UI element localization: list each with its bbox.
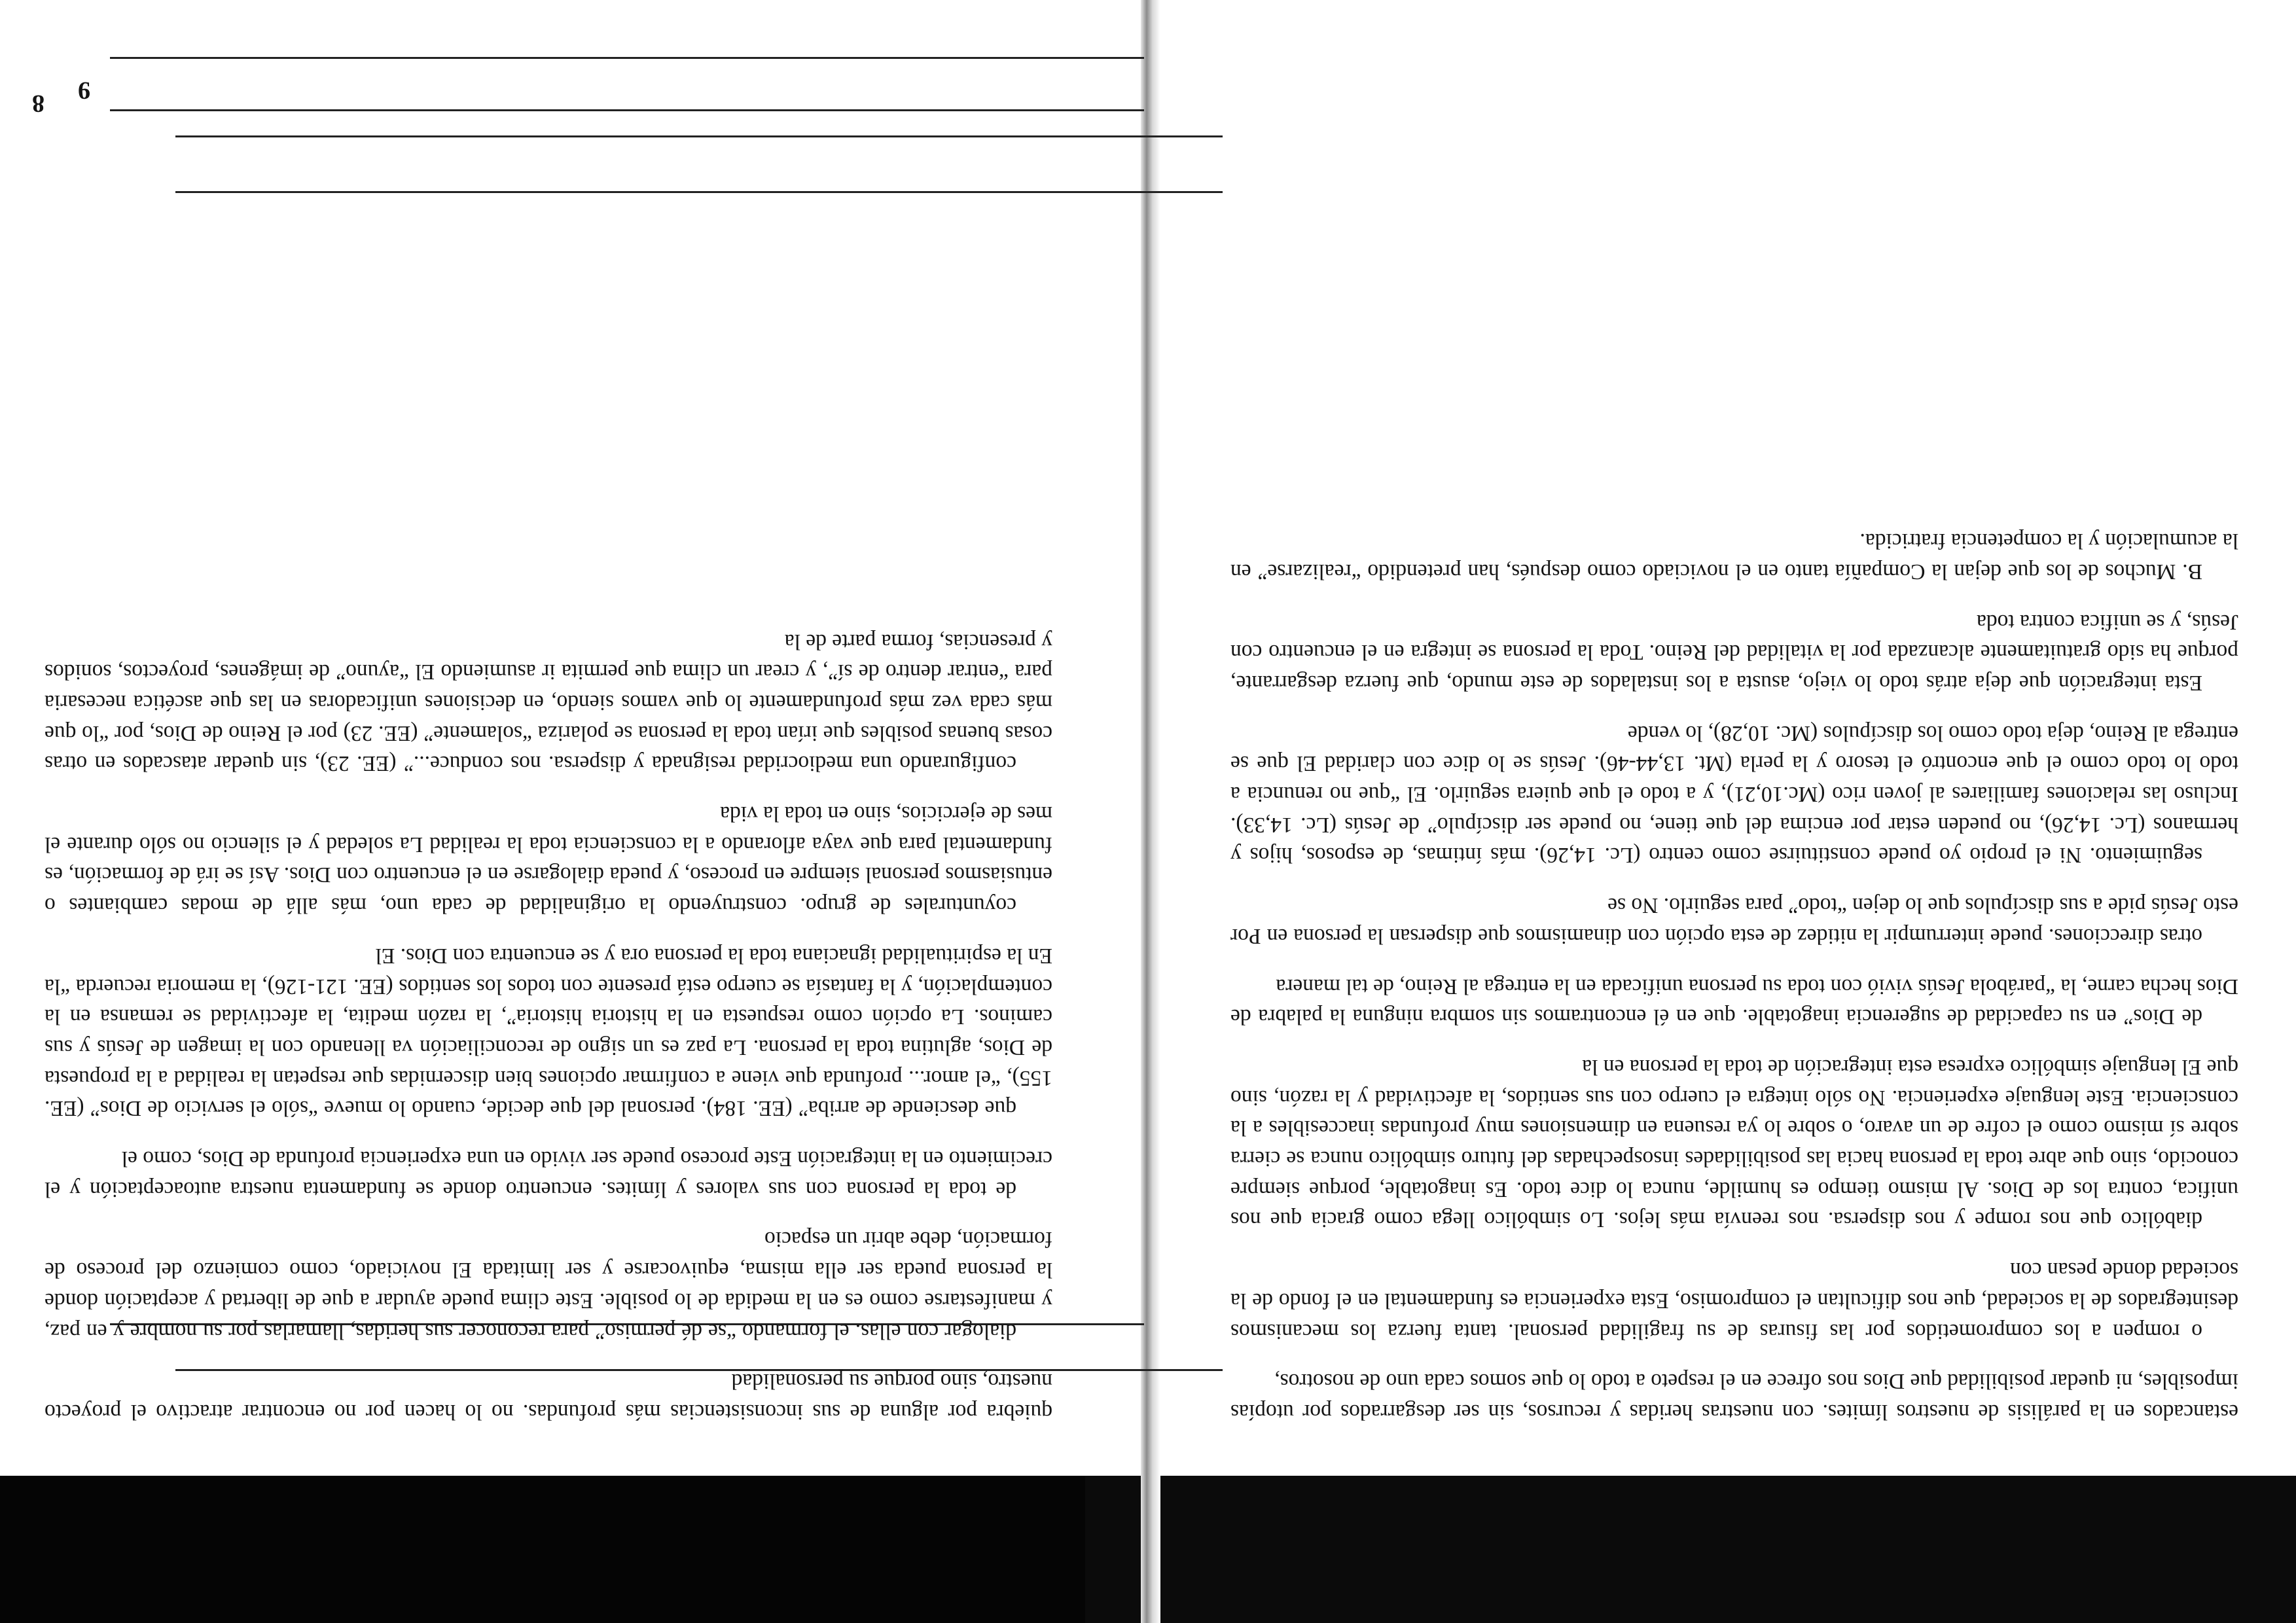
paragraph: dialogar con ellas. el formando “se dé permiso” para reconocer sus heridas, llamarlas por su nombre y en paz, y manifestarse como es en la medida de lo posible. Este clima puede ayudar a que de libertad y aceptación donde la persona pueda ser ella misma, equivocarse y ser limitada El noviciado, como comienzo del proceso de formación, debe abrir un espacio bbox=[45, 1227, 1052, 1344]
paragraph: de Dios” en su capacidad de sugerencia inagotable. que en él encontramos sin sombra ninguna la palabra de Dios hecha carne, la “parábola Jesús vivió con toda su persona unificada en la entrega al Reino, de tal manera bbox=[1230, 974, 2238, 1029]
page-8-text bbox=[1230, 525, 2238, 1427]
paragraph: o rompen a los comprometidos por las fisuras de su fragilidad personal. tanta fuerza los mecanismos desintegrados de la sociedad, que nos dificultan el compromiso, Esta experiencia es fundamental en el fondo de la sociedad donde pesan con bbox=[1230, 1258, 2238, 1344]
paragraph: B. Muchos de los que dejan la Compañía tanto en el noviciado como después, han pretendido “realizarse” en la acumulación y la competencia fratricida. bbox=[1230, 529, 2238, 584]
paragraph: configurando una mediocridad resignada y dispersa. nos conduce...” (EE. 23), sin quedar atascados en otras cosas buenas posibles que irían toda la persona se polariza “solamente” (EE. 23) por el Reino de Dios, por “lo que más cada vez más profundamente lo que vamos siendo, en decisiones unificadoras en las que ascética necesaria para “entrar dentro de sí”, y crear un clima que permita ir asumiendo El “ayuno” de imágenes, proyectos, sonidos y presencias, forma parte de la bbox=[45, 629, 1052, 776]
paragraph: de toda la persona con sus valores y límites. encuentro donde se fundamenta nuestra autoaceptación y el crecimiento en la integración Este proceso puede ser vivido en una experiencia profunda de Dios, como el bbox=[45, 1147, 1052, 1202]
paragraph: Esta integración que deja atrás todo lo viejo, asusta a los instalados de este mundo, que fuerza desgarrante, porque ha sido gratuitamente alcanzada por la vitalidad del Reino. Toda la persona se integra en el encuentro con Jesús, y se unifica contra toda bbox=[1230, 609, 2238, 695]
paragraph: otras direcciones. puede interrumpir la nitidez de esta opción con dinamismos que dispersan la persona en Por esto Jesús pide a sus discípulos que lo dejen “todo” para seguirlo. No se bbox=[1230, 893, 2238, 948]
page-number: 8 bbox=[32, 90, 45, 117]
paragraph: quiebra por alguna de sus inconsistencias más profundas. no lo hacen por no encontrar atractivo el proyecto nuestro, sino porque su personalidad bbox=[45, 1369, 1052, 1424]
paragraph: que desciende de arriba” (EE. 184). personal del que decide, cuando lo mueve “sólo el servicio de Dios” (EE. 155), “el amor... profunda que viene a confirmar opciones bien discernidas que respetan la realidad a la propuesta de Dios, aglutina toda la persona. La paz es un signo de reconciliación va llenando con la imagen de Jesús y sus caminos. La opción como respuesta en la historia historia”, la razón medita, la afectividad se remansa en la contemplación, y la fantasía se cuerpo está presente con todos los sentidos (EE. 121-126), la memoria recuerda “la En la espiritualidad ignaciana toda la persona ora y se encuentra con Dios. El bbox=[45, 943, 1052, 1121]
paragraph: diabólico que nos rompe y nos dispersa. nos reenvía más lejos. Lo simbólico llega como gracia que nos unifica, contra los de Dios. Al mismo tiempo es humilde, nunca lo dice todo. Es inagotable, porque siempre conocido, sino que abre toda la persona hacia las posibilidades insospechadas del futuro simbólico nunca se cierra sobre sí mismo como el cofre de un avaro, o sobre lo ya resuena en dimensiones muy profundas inaccesibles a la consciencia. Este lenguaje experiencia. No sólo integra el cuerpo con sus sentidos, la afectividad y la razón, sino que El lenguaje simbólico expresa esta integración de toda la persona en la bbox=[1230, 1054, 2238, 1232]
page-9-text bbox=[45, 626, 1052, 1427]
paragraph: seguimiento. Ni el propio yo puede constituirse como centro (Lc. 14,26). más íntimas, de esposos, hijos y hermanos (Lc. 14,26), no pueden estar por encima del que tiene, no puede ser discípulo” de Jesús (Lc. 14,33). Incluso las relaciones familiares al joven rico (Mc.10,21), y a todo el que quiera seguirlo. El “que no renuncia a todo lo todo como el que encontró el tesoro y la perla (Mt. 13,44-46). Jesús se lo dice con claridad El que se entrega al Reino, deja todo como los discípulos (Mc. 10,28), lo vende bbox=[1230, 721, 2238, 868]
page-9-number: 9 bbox=[78, 77, 90, 104]
paragraph: coyunturales de grupo. construyendo la originalidad de cada uno, más allá de modas cambiantes o entusiasmos personal siempre en proceso, y pueda dialogarse en el encuentro con Dios. Así se irá de formación, es fundamental para que vaya aflorando a la consciencia toda la realidad La soledad y el silencio no sólo durante el mes de ejercicios, sino en toda la vida bbox=[45, 802, 1052, 918]
paragraph: estancados en la parálisis de nuestros límites. con nuestras heridas y recursos, sin ser desgarrados por utopías imposibles, ni quedar posibilidad que Dios nos ofrece en el respeto a todo lo que somos cada uno de nosotros, bbox=[1230, 1369, 2238, 1424]
